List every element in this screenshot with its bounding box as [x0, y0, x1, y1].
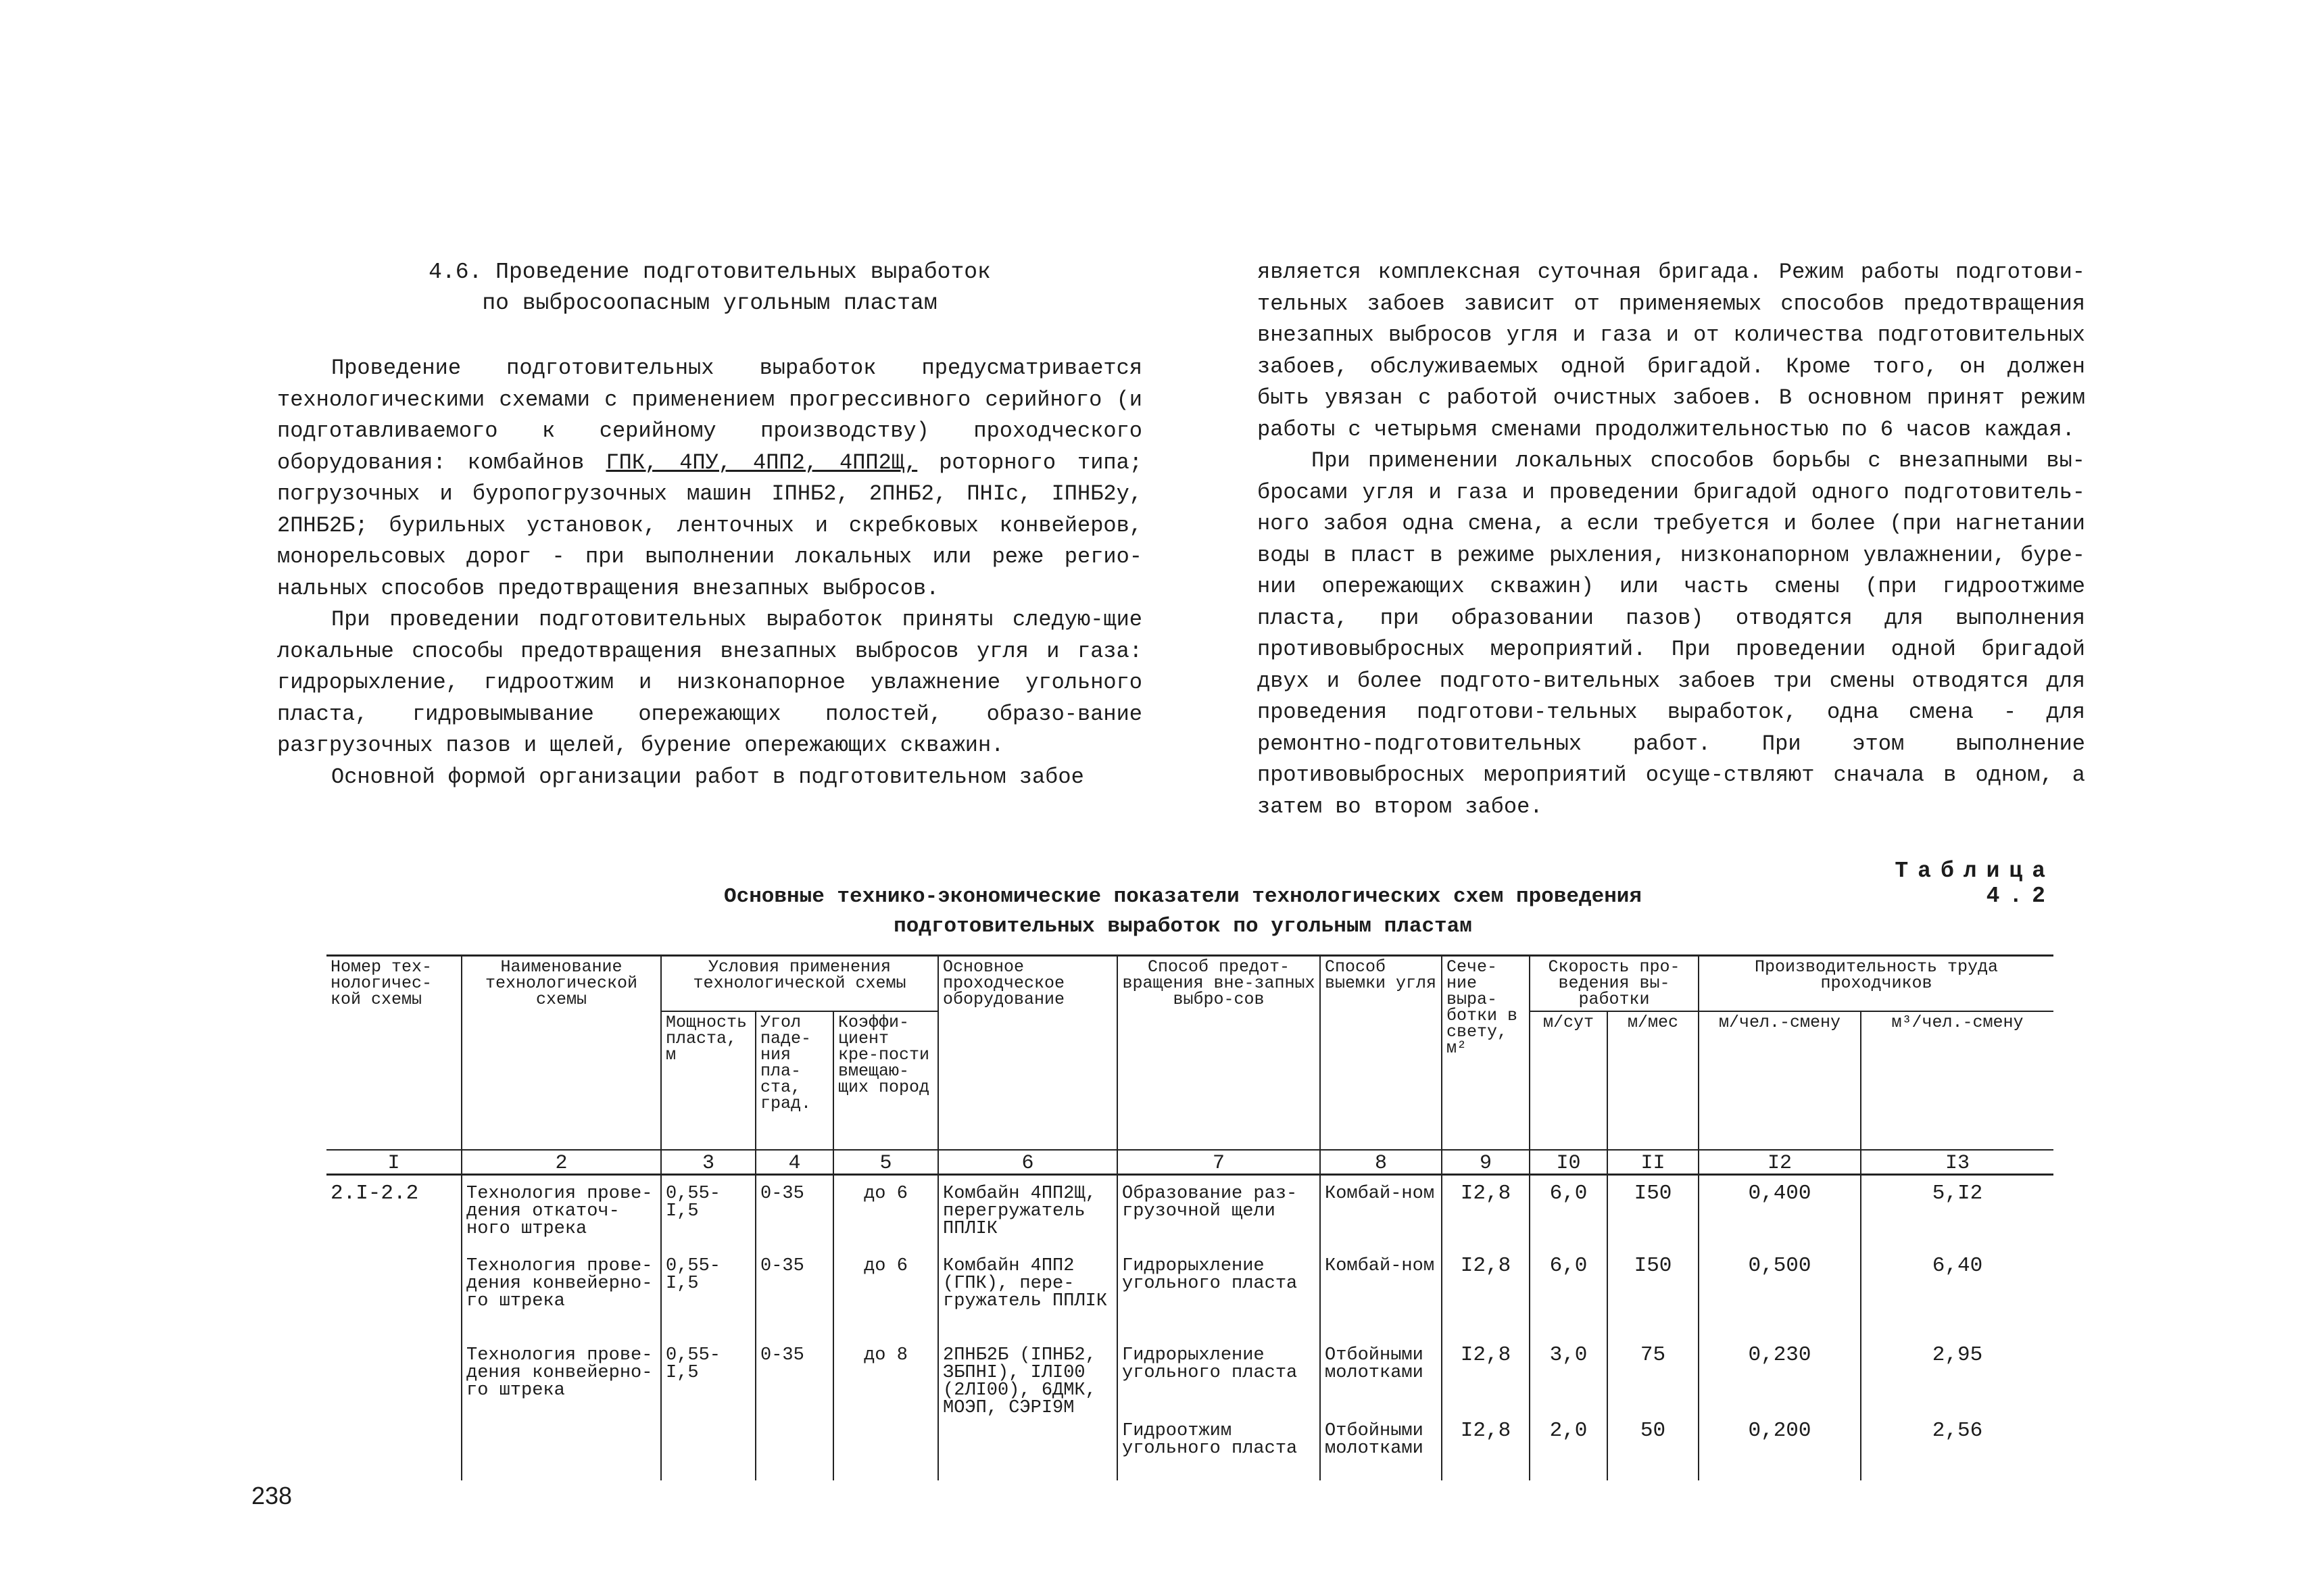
column-number: 5: [833, 1150, 938, 1175]
section-heading: [277, 257, 1142, 319]
extraction-cell: Комбай-ном: [1320, 1175, 1442, 1248]
header-scheme-number: Номер тех-нологичес-кой схемы: [326, 956, 462, 1151]
table-label: Таблица 4.2: [1895, 859, 2055, 909]
header-advance-speed: Скорость про-ведения вы-работки: [1530, 956, 1699, 1012]
equipment-cell: Комбайн 4ПП2 (ГПК), пере-гружатель ППЛIК: [938, 1248, 1117, 1337]
speed-month-cell: 75: [1607, 1337, 1699, 1413]
productivity-m-cell: 0,500: [1699, 1248, 1861, 1337]
header-rock-strength: Коэффи-циент кре-пости вмещаю-щих пород: [833, 1011, 938, 1150]
paragraph-4: является комплексная суточная бригада. Режим работы подготови-тельных забоев зависит от применяемых способов предотвращения внезапных выбросов угля и газа и от количества подготовительных забоев, обслуживаемых одной бригадой. Кроме того, он должен быть увязан с работой очистных забоев. В основном принят режим работы с четырьмя сменами продолжительностью по 6 часов каждая.: [1257, 260, 2085, 442]
column-number: 7: [1117, 1150, 1320, 1175]
productivity-m3-cell: 2,95: [1861, 1337, 2053, 1413]
equipment-cell: 2ПНБ2Б (IПНБ2, ЗБПНI), IЛI00 (2ЛI00), 6ДМК, МОЭП, СЭРI9М: [938, 1337, 1117, 1480]
angle-cell: 0-35: [756, 1337, 833, 1480]
column-number: 4: [756, 1150, 833, 1175]
prevention-cell: Образование раз-грузочной щели: [1117, 1175, 1320, 1248]
table-row: [326, 1175, 2053, 1248]
combine-models-underlined: ГПК, 4ПУ, 4ПП2, 4ПП2Щ,: [606, 450, 918, 475]
productivity-m-cell: 0,230: [1699, 1337, 1861, 1413]
section-cell: I2,8: [1442, 1337, 1530, 1413]
header-dip-angle: Угол паде-ния пла-ста, град.: [756, 1011, 833, 1150]
column-number: 3: [661, 1150, 756, 1175]
thickness-cell: 0,55-I,5: [661, 1337, 756, 1480]
thickness-cell: 0,55-I,5: [661, 1248, 756, 1337]
column-number-row: [326, 1150, 2053, 1175]
right-text-column: [1257, 257, 2085, 823]
coefficient-cell: до 6: [833, 1248, 938, 1337]
column-number: I2: [1699, 1150, 1861, 1175]
paragraph-1-part2: роторного типа; погрузочных и буропогрузочных машин IПНБ2, 2ПНБ2, ПНIс, IПНБ2у, 2ПНБ2Б; бурильных установок, ленточных и скребковых конвейеров, монорельсовых дорог - при выполнении локальных или реже регио-нальных способов предотвращения внезапных выбросов.: [277, 450, 1143, 601]
section-heading-line2: по выбросоопасным угольным пластам: [482, 291, 937, 316]
table-caption-line2: подготовительных выработок по угольным пластам: [894, 915, 1472, 938]
scheme-name-cell: Технология прове-дения откаточ-ного штрека: [462, 1175, 661, 1248]
paragraph-1: [277, 353, 1142, 604]
header-outburst-prevention: Способ предот-вращения вне-запных выбро-сов: [1117, 956, 1320, 1151]
section-cell: I2,8: [1442, 1175, 1530, 1248]
scheme-name-cell: Технология прове-дения конвейерно-го штрека: [462, 1337, 661, 1480]
indicators-table: [326, 954, 2053, 1480]
section-cell: I2,8: [1442, 1248, 1530, 1337]
header-application-conditions: Условия применения технологической схемы: [661, 956, 938, 1012]
productivity-m3-cell: 5,I2: [1861, 1175, 2053, 1248]
table-row: [326, 1337, 2053, 1413]
page-number: 238: [251, 1482, 293, 1509]
header-main-equipment: Основное проходческое оборудование: [938, 956, 1117, 1151]
extraction-cell: Отбойными молотками: [1320, 1413, 1442, 1480]
column-number: I3: [1861, 1150, 2053, 1175]
prevention-cell: Гидроотжим угольного пласта: [1117, 1413, 1320, 1480]
column-number: I0: [1530, 1150, 1607, 1175]
angle-cell: 0-35: [756, 1248, 833, 1337]
column-number: 6: [938, 1150, 1117, 1175]
extraction-cell: Отбойными молотками: [1320, 1337, 1442, 1413]
productivity-m3-cell: 6,40: [1861, 1248, 2053, 1337]
productivity-m-cell: 0,400: [1699, 1175, 1861, 1248]
scheme-group-number: 2.I-2.2: [326, 1175, 462, 1480]
speed-month-cell: I50: [1607, 1175, 1699, 1248]
paragraph-1-part1: Проведение подготовительных выработок предусматривается технологическими схемами с применением прогрессивного серийного (и подготавливаемого к серийному производству) проходческого оборудования: комбайнов: [277, 356, 1142, 475]
column-number: II: [1607, 1150, 1699, 1175]
table-caption: [608, 882, 1757, 942]
header-cross-section: Сече-ние выра-ботки в свету, м²: [1442, 956, 1530, 1151]
column-number: 2: [462, 1150, 661, 1175]
prevention-cell: Гидрорыхление угольного пласта: [1117, 1337, 1320, 1413]
productivity-m3-cell: 2,56: [1861, 1413, 2053, 1480]
header-productivity: Производительность труда проходчиков: [1699, 956, 2053, 1012]
header-seam-thickness: Мощность пласта, м: [661, 1011, 756, 1150]
paragraph-2: При проведении подготовительных выработок приняты следую-щие локальные способы предотвращения внезапных выбросов угля и газа: гидрорыхление, гидроотжим и низконапорное увлажнение угольного пласта, гидровымывание опережающих полостей, образо-вание разгрузочных пазов и щелей, бурение опережающих скважин.: [277, 607, 1142, 758]
speed-month-cell: 50: [1607, 1413, 1699, 1480]
prevention-cell: Гидрорыхление угольного пласта: [1117, 1248, 1320, 1337]
speed-day-cell: 6,0: [1530, 1248, 1607, 1337]
header-productivity-m: м/чел.-смену: [1699, 1011, 1861, 1150]
table-caption-line1: Основные технико-экономические показатели технологических схем проведения: [723, 885, 1642, 909]
column-number: 8: [1320, 1150, 1442, 1175]
table-row: [326, 1248, 2053, 1337]
speed-day-cell: 3,0: [1530, 1337, 1607, 1413]
header-productivity-m3: м³/чел.-смену: [1861, 1011, 2053, 1150]
header-speed-per-day: м/сут: [1530, 1011, 1607, 1150]
speed-month-cell: I50: [1607, 1248, 1699, 1337]
equipment-cell: Комбайн 4ПП2Щ, перегружатель ППЛIК: [938, 1175, 1117, 1248]
column-number: I: [326, 1150, 462, 1175]
section-heading-line1: 4.6. Проведение подготовительных выработок: [429, 260, 991, 285]
angle-cell: 0-35: [756, 1175, 833, 1248]
header-speed-per-month: м/мес: [1607, 1011, 1699, 1150]
paragraph-5: При применении локальных способов борьбы с внезапными вы-бросами угля и газа и проведении бригадой одного подготовитель-ного забоя одна смена, а если требуется и более (при нагнетании воды в пласт в режиме рыхления, низконапорном увлажнении, буре-нии опережающих скважин) или часть смены (при гидроотжиме пласта, при образовании пазов) отводятся для выполнения противовыбросных мероприятий. При проведении одной бригадой двух и более подгото-вительных забоев три смены отводятся для проведения подготови-тельных выработок, одна смена - для ремонтно-подготовительных работ. При этом выполнение противовыбросных мероприятий осуще-ствляют сначала в одном, а затем во втором забое.: [1257, 448, 2085, 819]
section-cell: I2,8: [1442, 1413, 1530, 1480]
column-number: 9: [1442, 1150, 1530, 1175]
scheme-name-cell: Технология прове-дения конвейерно-го штрека: [462, 1248, 661, 1337]
paragraph-3: Основной формой организации работ в подготовительном забое: [331, 764, 1084, 790]
coefficient-cell: до 8: [833, 1337, 938, 1480]
extraction-cell: Комбай-ном: [1320, 1248, 1442, 1337]
thickness-cell: 0,55-I,5: [661, 1175, 756, 1248]
coefficient-cell: до 6: [833, 1175, 938, 1248]
productivity-m-cell: 0,200: [1699, 1413, 1861, 1480]
left-text-column: [277, 257, 1142, 793]
header-extraction-method: Способ выемки угля: [1320, 956, 1442, 1151]
header-scheme-name: Наименование технологической схемы: [462, 956, 661, 1151]
speed-day-cell: 6,0: [1530, 1175, 1607, 1248]
speed-day-cell: 2,0: [1530, 1413, 1607, 1480]
